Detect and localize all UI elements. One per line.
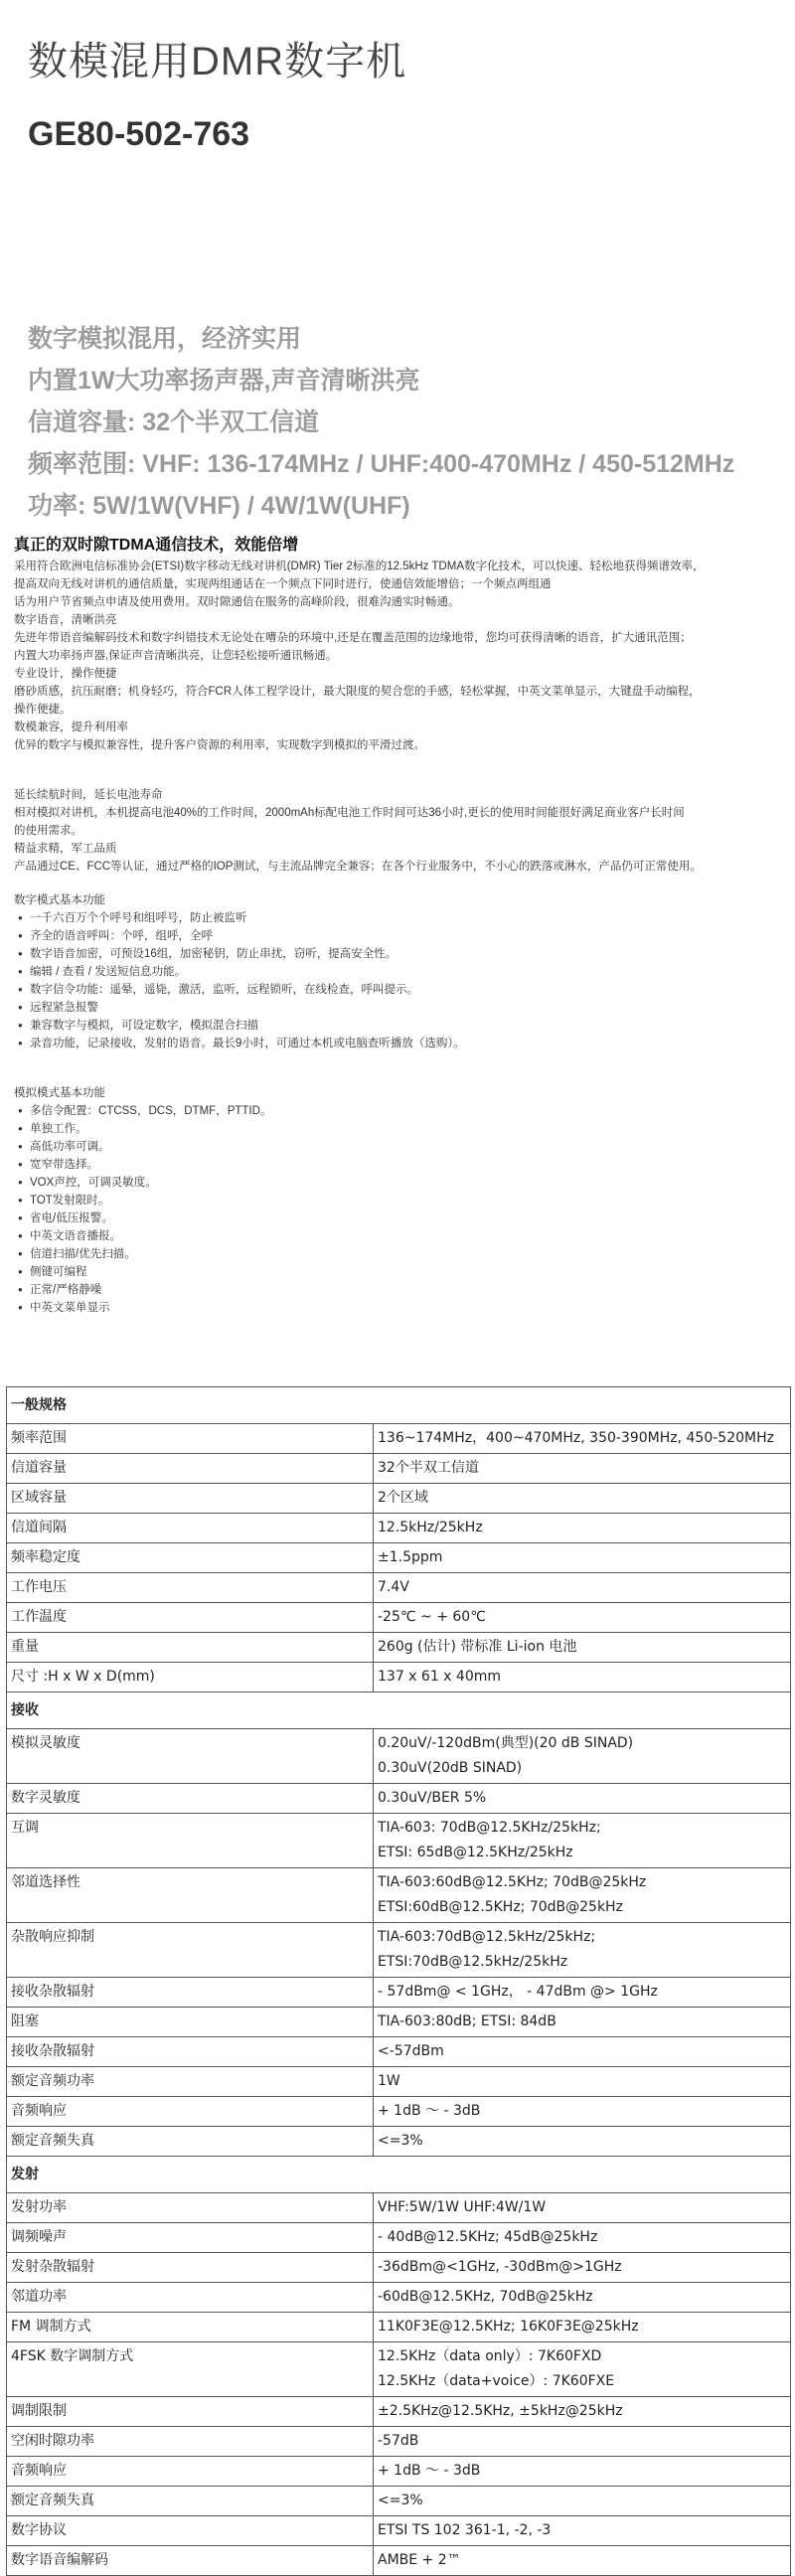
spec-label: 阻塞 bbox=[7, 2008, 374, 2037]
spec-row bbox=[7, 1484, 791, 1514]
spec-row bbox=[7, 1868, 791, 1923]
description-line: 提高双向无线对讲机的通信质量，实现两组通话在一个频点下同时进行，使通信效能增倍；一个频点两组通 bbox=[14, 578, 552, 590]
analog-function-item: ● TOT发射限时。 bbox=[18, 1192, 781, 1209]
digital-function-item: ● 远程紧急报警 bbox=[18, 999, 781, 1017]
description-intro bbox=[14, 558, 781, 754]
spec-section-title: 一般规格 bbox=[7, 1387, 791, 1424]
spec-row bbox=[7, 1543, 791, 1573]
spec-label: 信道间隔 bbox=[7, 1514, 374, 1543]
spec-row bbox=[7, 2342, 791, 2397]
description-line: 采用符合欧洲电信标准协会(ETSI)数字移动无线对讲机(DMR) Tier 2标准的12.5kHz TDMA数字化技术，可以快速、轻松地获得频谱效率， bbox=[14, 561, 705, 572]
description-line: 产品通过CE、FCC等认证，通过严格的IOP测试，与主流品牌完全兼容；在各个行业服务中，不小心的跌落或淋水，产品仍可正常使用。 bbox=[14, 861, 702, 873]
description-line: 优异的数字与模拟兼容性，提升客户资源的利用率，实现数字到模拟的平滑过渡。 bbox=[14, 739, 425, 751]
spec-value: + 1dB ～ - 3dB bbox=[374, 2097, 791, 2127]
spec-row bbox=[7, 2127, 791, 2157]
digital-function-item: ● 录音功能，记录接收，发射的语音。最长9小时，可通过本机或电脑查听播放（选购）。 bbox=[18, 1035, 781, 1052]
spec-row bbox=[7, 2487, 791, 2516]
spec-value: TIA-603:80dB; ETSI: 84dB bbox=[374, 2008, 791, 2037]
analog-function-item: ● 中英文菜单显示 bbox=[18, 1299, 781, 1317]
spec-value: 1W bbox=[374, 2067, 791, 2097]
spec-row bbox=[7, 2427, 791, 2457]
description-line: 话为用户节省频点申请及使用费用。双时隙通信在服务的高峰阶段，很难沟通实时畅通。 bbox=[14, 596, 460, 608]
spec-label: 邻道选择性 bbox=[7, 1868, 374, 1923]
analog-function-item: ● 信道扫描/优先扫描。 bbox=[18, 1245, 781, 1263]
spec-value: AMBE + 2™ bbox=[374, 2546, 791, 2576]
spec-value: 12.5kHz/25kHz bbox=[374, 1514, 791, 1543]
spec-label: 工作电压 bbox=[7, 1573, 374, 1603]
spec-value: ±1.5ppm bbox=[374, 1543, 791, 1573]
spec-row bbox=[7, 2037, 791, 2067]
spec-row bbox=[7, 1663, 791, 1692]
digital-functions-title: 数字模式基本功能 bbox=[14, 894, 105, 906]
digital-function-item: ● 兼容数字与模拟，可设定数字，模拟混合扫描 bbox=[18, 1017, 781, 1035]
spec-value: ±2.5KHz@12.5KHz, ±5kHz@25kHz bbox=[374, 2397, 791, 2427]
analog-function-item: ● 中英文语音播报。 bbox=[18, 1227, 781, 1245]
spec-row bbox=[7, 1978, 791, 2008]
feature-item: 数字模拟混用，经济实用 bbox=[28, 325, 302, 353]
spec-label: 尺寸 :H x W x D(mm) bbox=[7, 1663, 374, 1692]
spec-value: VHF:5W/1W UHF:4W/1W bbox=[374, 2193, 791, 2223]
spec-value: + 1dB ～ - 3dB bbox=[374, 2457, 791, 2487]
spec-section-title: 接收 bbox=[7, 1692, 791, 1729]
spec-label: 重量 bbox=[7, 1633, 374, 1663]
spec-row bbox=[7, 1603, 791, 1633]
spec-value: TIA-603:60dB@12.5KHz; 70dB@25kHz ETSI:60dB@12.5KHz; 70dB@25kHz bbox=[374, 1868, 791, 1923]
spec-row bbox=[7, 2457, 791, 2487]
digital-function-item: ● 数字信令功能：遥晕，遥毙，激活，监听，远程锁听，在线检查，呼叫提示。 bbox=[18, 981, 781, 999]
spec-row bbox=[7, 1784, 791, 1814]
description-line: 操作便捷。 bbox=[14, 704, 72, 716]
spec-value: <=3% bbox=[374, 2487, 791, 2516]
spec-label: 额定音频失真 bbox=[7, 2127, 374, 2157]
analog-function-item: ● 侧键可编程 bbox=[18, 1263, 781, 1281]
spec-label: 音频响应 bbox=[7, 2097, 374, 2127]
feature-item: 频率范围: VHF: 136-174MHz / UHF:400-470MHz / 450-512MHz bbox=[28, 450, 735, 478]
spec-value: <=3% bbox=[374, 2127, 791, 2157]
analog-function-item: ● 高低功率可调。 bbox=[18, 1138, 781, 1156]
feature-item: 信道容量: 32个半双工信道 bbox=[28, 408, 320, 436]
spec-row bbox=[7, 2223, 791, 2253]
spec-row bbox=[7, 2067, 791, 2097]
description-battery bbox=[14, 786, 781, 876]
digital-functions-list bbox=[14, 909, 781, 1052]
spec-label: 杂散响应抑制 bbox=[7, 1923, 374, 1978]
spec-label: 频率范围 bbox=[7, 1424, 374, 1454]
spec-label: 模拟灵敏度 bbox=[7, 1729, 374, 1784]
spec-row bbox=[7, 2397, 791, 2427]
feature-item: 功率: 5W/1W(VHF) / 4W/1W(UHF) bbox=[28, 492, 410, 520]
spec-label: 额定音频功率 bbox=[7, 2067, 374, 2097]
spec-value: -60dB@12.5KHz, 70dB@25kHz bbox=[374, 2283, 791, 2313]
spec-row bbox=[7, 1573, 791, 1603]
spec-section-title: 发射 bbox=[7, 2157, 791, 2193]
spec-row bbox=[7, 2193, 791, 2223]
spec-value: 11K0F3E@12.5KHz; 16K0F3E@25kHz bbox=[374, 2313, 791, 2342]
spec-row bbox=[7, 1514, 791, 1543]
spec-value: 0.30uV/BER 5% bbox=[374, 1784, 791, 1814]
description-line: 专业设计，操作便捷 bbox=[14, 668, 117, 680]
digital-function-item: ● 一千六百万个个呼号和组呼号，防止被监听 bbox=[18, 909, 781, 927]
spec-label: 空闲时隙功率 bbox=[7, 2427, 374, 2457]
spec-label: 工作温度 bbox=[7, 1603, 374, 1633]
spec-row bbox=[7, 1729, 791, 1784]
spec-value: 2个区域 bbox=[374, 1484, 791, 1514]
spec-value: -57dB bbox=[374, 2427, 791, 2457]
spec-label: 音频响应 bbox=[7, 2457, 374, 2487]
spec-value: TIA-603: 70dB@12.5KHz/25kHz; ETSI: 65dB@12.5KHz/25kHz bbox=[374, 1814, 791, 1868]
spec-value: 260g (估计) 带标准 Li-ion 电池 bbox=[374, 1633, 791, 1663]
description-line: 数字语音，清晰洪亮 bbox=[14, 614, 117, 626]
spec-value: 136~174MHz，400~470MHz, 350-390MHz, 450-520MHz bbox=[374, 1424, 791, 1454]
digital-function-item: ● 齐全的语音呼叫：个呼，组呼，全呼 bbox=[18, 927, 781, 945]
description-line: 数模兼容，提升利用率 bbox=[14, 722, 128, 733]
spec-label: 额定音频失真 bbox=[7, 2487, 374, 2516]
analog-function-item: ● 单独工作。 bbox=[18, 1120, 781, 1138]
spec-label: 数字协议 bbox=[7, 2516, 374, 2546]
spec-value: 12.5KHz（data only）: 7K60FXD 12.5KHz（data+voice）: 7K60FXE bbox=[374, 2342, 791, 2397]
spec-row bbox=[7, 2008, 791, 2037]
spec-row bbox=[7, 1424, 791, 1454]
spec-label: 发射功率 bbox=[7, 2193, 374, 2223]
spec-label: 发射杂散辐射 bbox=[7, 2253, 374, 2283]
analog-function-item: ● VOX声控，可调灵敏度。 bbox=[18, 1174, 781, 1192]
spec-label: 接收杂散辐射 bbox=[7, 2037, 374, 2067]
spec-value: - 40dB@12.5KHz; 45dB@25kHz bbox=[374, 2223, 791, 2253]
description-line: 内置大功率扬声器,保证声音清晰洪亮，让您轻松接听通讯畅通。 bbox=[14, 650, 338, 662]
spec-label: 信道容量 bbox=[7, 1454, 374, 1484]
spec-value: ETSI TS 102 361-1, -2, -3 bbox=[374, 2516, 791, 2546]
spec-value: <-57dBm bbox=[374, 2037, 791, 2067]
product-title: 数模混用DMR数字机 bbox=[28, 40, 407, 83]
spec-value: 137 x 61 x 40mm bbox=[374, 1663, 791, 1692]
spec-value: TIA-603:70dB@12.5kHz/25kHz; ETSI:70dB@12.5kHz/25kHz bbox=[374, 1923, 791, 1978]
description-line: 相对模拟对讲机，本机提高电池40%的工作时间，2000mAh标配电池工作时间可达36小时,更长的使用时间能很好满足商业客户长时间 bbox=[14, 807, 685, 819]
spec-label: FM 调制方式 bbox=[7, 2313, 374, 2342]
spec-label: 区域容量 bbox=[7, 1484, 374, 1514]
analog-functions-title: 模拟模式基本功能 bbox=[14, 1087, 105, 1099]
description-line: 先进年带语音编解码技术和数字纠错技术无论处在嘈杂的环境中,还是在覆盖范围的边缘地带，您均可获得清晰的语音，扩大通讯范围； bbox=[14, 632, 692, 644]
spec-value: -25℃ ~ + 60℃ bbox=[374, 1603, 791, 1633]
spec-row bbox=[7, 2253, 791, 2283]
description-heading: 真正的双时隙TDMA通信技术，效能倍增 bbox=[14, 537, 299, 554]
spec-value: - 57dBm@ < 1GHz， - 47dBm @> 1GHz bbox=[374, 1978, 791, 2008]
spec-row bbox=[7, 1633, 791, 1663]
spec-value: 0.20uV/-120dBm(典型)(20 dB SINAD) 0.30uV(20dB SINAD) bbox=[374, 1729, 791, 1784]
spec-row bbox=[7, 2546, 791, 2576]
spec-section-row bbox=[7, 1692, 791, 1729]
spec-label: 调制限制 bbox=[7, 2397, 374, 2427]
spec-label: 接收杂散辐射 bbox=[7, 1978, 374, 2008]
spec-table bbox=[6, 1386, 791, 2576]
spec-value: 7.4V bbox=[374, 1573, 791, 1603]
analog-function-item: ● 省电/低压报警。 bbox=[18, 1209, 781, 1227]
spec-row bbox=[7, 1923, 791, 1978]
spec-row bbox=[7, 2097, 791, 2127]
spec-row bbox=[7, 2313, 791, 2342]
model-number: GE80-502-763 bbox=[28, 115, 250, 153]
spec-value: -36dBm@<1GHz, -30dBm@>1GHz bbox=[374, 2253, 791, 2283]
spec-value: 32个半双工信道 bbox=[374, 1454, 791, 1484]
spec-section-row bbox=[7, 1387, 791, 1424]
description-line: 精益求精，军工品质 bbox=[14, 843, 117, 855]
spec-row bbox=[7, 2283, 791, 2313]
analog-function-item: ● 多信令配置：CTCSS，DCS，DTMF，PTTID。 bbox=[18, 1102, 781, 1120]
feature-item: 内置1W大功率扬声器,声音清晰洪亮 bbox=[28, 367, 420, 395]
digital-function-item: ● 编辑 / 查看 / 发送短信息功能。 bbox=[18, 963, 781, 981]
spec-label: 4FSK 数字调制方式 bbox=[7, 2342, 374, 2397]
spec-label: 调频噪声 bbox=[7, 2223, 374, 2253]
spec-section-row bbox=[7, 2157, 791, 2193]
spec-row bbox=[7, 1814, 791, 1868]
description-line: 的使用需求。 bbox=[14, 825, 82, 837]
analog-functions-list bbox=[14, 1102, 781, 1317]
spec-label: 邻道功率 bbox=[7, 2283, 374, 2313]
spec-row bbox=[7, 1454, 791, 1484]
spec-label: 数字灵敏度 bbox=[7, 1784, 374, 1814]
spec-label: 互调 bbox=[7, 1814, 374, 1868]
description-line: 磨砂质感，抗压耐磨；机身轻巧，符合FCR人体工程学设计，最大限度的契合您的手感，轻松掌握，中英文菜单显示，大键盘手动编程， bbox=[14, 686, 701, 698]
analog-function-item: ● 宽窄带选择。 bbox=[18, 1156, 781, 1174]
digital-function-item: ● 数字语音加密，可预设16组，加密秘钥，防止串扰，窃听，提高安全性。 bbox=[18, 945, 781, 963]
spec-row bbox=[7, 2516, 791, 2546]
spec-label: 频率稳定度 bbox=[7, 1543, 374, 1573]
product-description bbox=[14, 534, 781, 1317]
analog-function-item: ● 正常/严格静噪 bbox=[18, 1281, 781, 1299]
description-line: 延长续航时间，延长电池寿命 bbox=[14, 789, 163, 801]
spec-label: 数字语音编解码 bbox=[7, 2546, 374, 2576]
feature-list bbox=[28, 318, 734, 527]
